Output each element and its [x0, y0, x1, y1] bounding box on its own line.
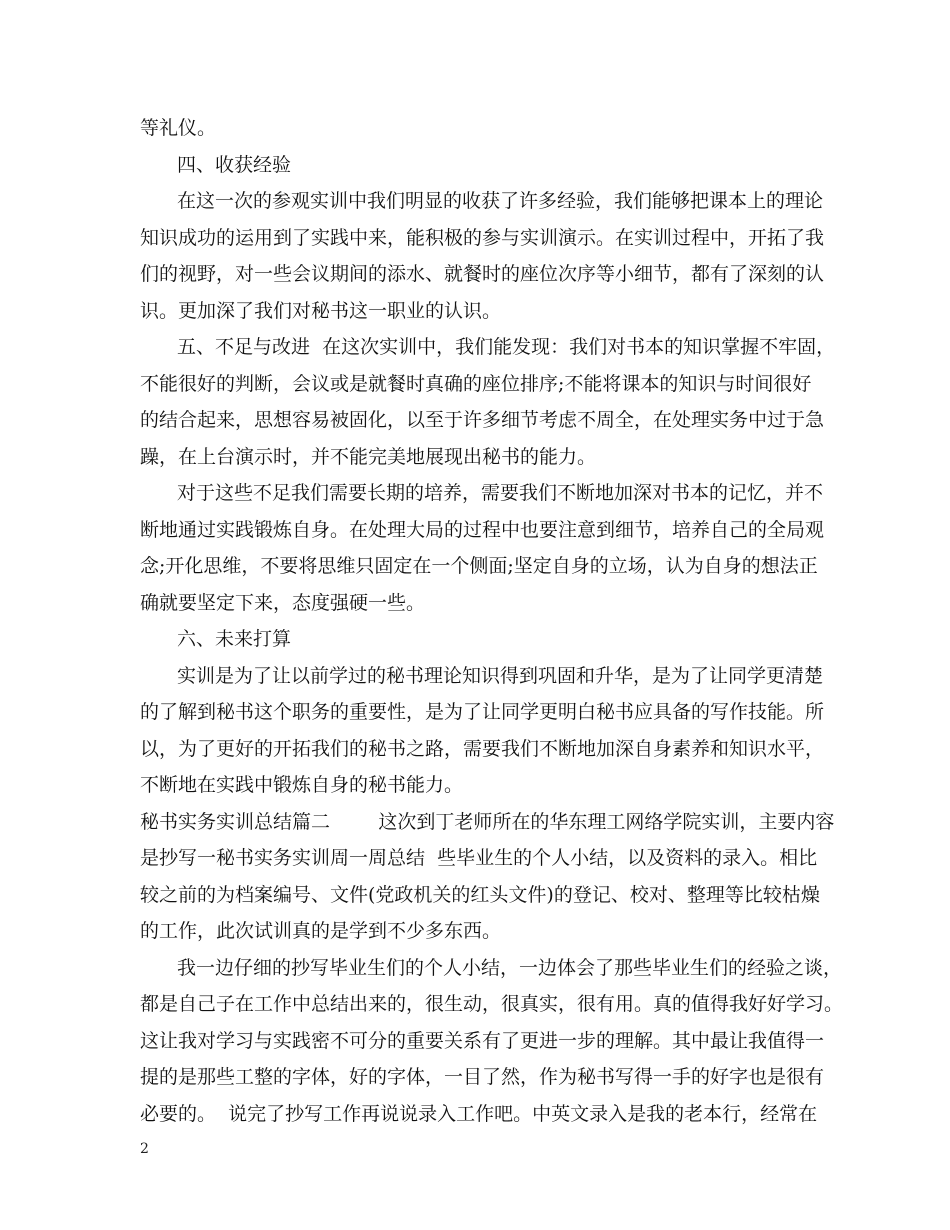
- text-line: 躁，在上台演示时，并不能完美地展现出秘书的能力。: [140, 446, 597, 468]
- text-line: 是抄写一秘书实务实训周一周总结 些毕业生的个人小结，以及资料的录入。相比: [140, 847, 818, 869]
- text-line: 不断地在实践中锻炼自身的秘书能力。: [140, 774, 464, 796]
- text-line: 以，为了更好的开拓我们的秘书之路，需要我们不断地加深自身素养和知识水平，: [140, 738, 825, 760]
- text-line: 知识成功的运用到了实践中来，能积极的参与实训演示。在实训过程中，开拓了我: [140, 227, 825, 249]
- text-line: 在这一次的参观实训中我们明显的收获了许多经验，我们能够把课本上的理论: [177, 190, 824, 212]
- text-line: 断地通过实践锻炼自身。在处理大局的过程中也要注意到细节，培养自己的全局观: [140, 519, 825, 541]
- section-heading: 四、收获经验: [177, 154, 292, 176]
- text-line: 提的是那些工整的字体，好的字体，一目了然，作为秘书写得一手的好字也是很有: [140, 1066, 825, 1088]
- text-line: 念;开化思维，不要将思维只固定在一个侧面;坚定自身的立场，认为自身的想法正: [140, 555, 818, 577]
- text-line: 实训是为了让以前学过的秘书理论知识得到巩固和升华，是为了让同学更清楚: [177, 665, 824, 687]
- section-heading: 五、不足与改进 在这次实训中，我们能发现：我们对书本的知识掌握不牢固，: [177, 336, 836, 358]
- text-line: 确就要坚定下来，态度强硬一些。: [140, 592, 426, 614]
- text-line: 们的视野，对一些会议期间的添水、就餐时的座位次序等小细节，都有了深刻的认: [140, 263, 825, 285]
- text-line: 较之前的为档案编号、文件(党政机关的红头文件)的登记、校对、整理等比较枯燥: [140, 884, 820, 906]
- text-line: 等礼仪。: [140, 117, 217, 139]
- text-line: 这让我对学习与实践密不可分的重要关系有了更进一步的理解。其中最让我值得一: [140, 1030, 825, 1052]
- text-line: 的了解到秘书这个职务的重要性，是为了让同学更明白秘书应具备的写作技能。所: [140, 701, 825, 723]
- text-line: 的结合起来，思想容易被固化，以至于许多细节考虑不周全，在处理实务中过于急: [140, 409, 825, 431]
- text-line: 必要的。 说完了抄写工作再说说录入工作吧。中英文录入是我的老本行，经常在: [140, 1103, 818, 1125]
- text-line: 我一边仔细的抄写毕业生们的个人小结，一边体会了那些毕业生们的经验之谈，: [177, 957, 843, 979]
- page-number: 2: [140, 1141, 149, 1157]
- text-line: 识。更加深了我们对秘书这一职业的认识。: [140, 300, 502, 322]
- section-heading: 六、未来打算: [177, 628, 292, 650]
- text-line: 对于这些不足我们需要长期的培养，需要我们不断地加深对书本的记忆，并不: [177, 482, 824, 504]
- text-line: 不能很好的判断，会议或是就餐时真确的座位排序;不能将课本的知识与时间很好: [140, 373, 812, 395]
- article-title-line: 秘书实务实训总结篇二 这次到丁老师所在的华东理工网络学院实训，主要内容: [140, 811, 835, 833]
- text-line: 的工作，此次试训真的是学到不少多东西。: [140, 920, 502, 942]
- text-line: 都是自己子在工作中总结出来的，很生动，很真实，很有用。真的值得我好好学习。: [140, 993, 844, 1015]
